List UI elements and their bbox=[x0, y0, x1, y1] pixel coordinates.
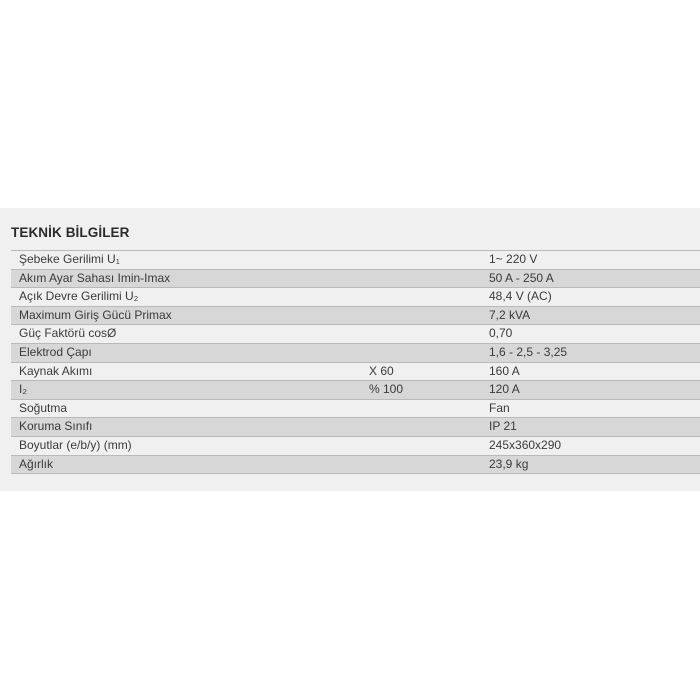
spec-value: 0,70 bbox=[489, 326, 513, 341]
spec-row-dimensions bbox=[11, 436, 700, 455]
spec-label: Maximum Giriş Gücü Primax bbox=[19, 307, 172, 322]
spec-value: 245x360x290 bbox=[489, 437, 562, 452]
spec-row-max-input-power bbox=[11, 306, 700, 325]
spec-label: Soğutma bbox=[19, 400, 68, 415]
spec-row-power-factor bbox=[11, 324, 700, 343]
spec-label: I₂ bbox=[19, 382, 27, 397]
spec-row-protection-class bbox=[11, 417, 700, 436]
spec-condition: X 60 bbox=[369, 363, 394, 378]
spec-row-cooling bbox=[11, 399, 700, 418]
spec-value: 1,6 - 2,5 - 3,25 bbox=[489, 344, 568, 359]
spec-value: 120 A bbox=[489, 382, 520, 397]
spec-label: Açık Devre Gerilimi U₂ bbox=[19, 289, 139, 304]
spec-label: Ağırlık bbox=[19, 456, 54, 471]
specs-title: TEKNİK BİLGİLER bbox=[11, 225, 130, 240]
spec-label: Şebeke Gerilimi U₁ bbox=[19, 252, 120, 266]
spec-value: 50 A - 250 A bbox=[489, 270, 554, 285]
spec-value: Fan bbox=[489, 400, 510, 415]
spec-value: IP 21 bbox=[489, 419, 517, 434]
spec-value: 23,9 kg bbox=[489, 456, 529, 471]
spec-row-mains-voltage bbox=[11, 250, 700, 269]
spec-condition: % 100 bbox=[369, 382, 404, 397]
spec-label: Güç Faktörü cosØ bbox=[19, 326, 117, 341]
spec-value: 160 A bbox=[489, 363, 520, 378]
spec-label: Akım Ayar Sahası Imin-Imax bbox=[19, 270, 171, 285]
spec-label: Elektrod Çapı bbox=[19, 344, 92, 359]
specs-table bbox=[11, 250, 700, 474]
spec-label: Boyutlar (e/b/y) (mm) bbox=[19, 437, 132, 452]
spec-row-current-range bbox=[11, 269, 700, 288]
spec-label: Koruma Sınıfı bbox=[19, 419, 93, 434]
technical-specs-panel bbox=[0, 208, 700, 491]
spec-value: 48,4 V (AC) bbox=[489, 289, 552, 304]
spec-value: 7,2 kVA bbox=[489, 307, 531, 322]
spec-row-welding-current bbox=[11, 362, 700, 381]
spec-row-open-circuit-voltage bbox=[11, 287, 700, 306]
spec-value: 1~ 220 V bbox=[489, 252, 538, 266]
spec-row-i2 bbox=[11, 380, 700, 399]
spec-label: Kaynak Akımı bbox=[19, 363, 93, 378]
spec-row-electrode-diameter bbox=[11, 343, 700, 362]
spec-row-weight bbox=[11, 455, 700, 475]
